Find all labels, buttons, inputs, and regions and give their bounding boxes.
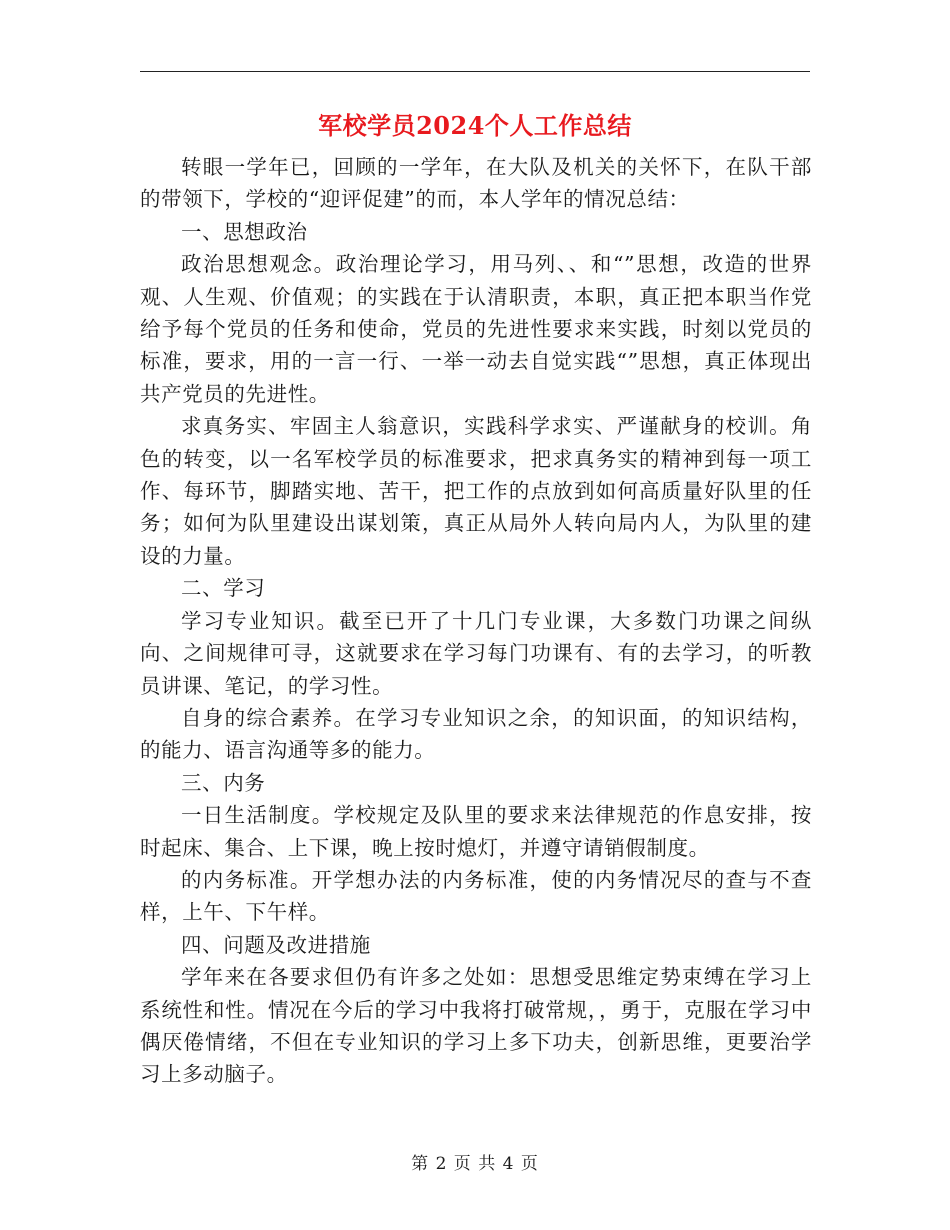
header-divider	[140, 71, 810, 72]
paragraph-study-2: 自身的综合素养。在学习专业知识之余，的知识面，的知识结构，的能力、语言沟通等多的能力。	[140, 705, 812, 763]
section-heading-internal-affairs: 三、内务	[181, 770, 266, 795]
document-title: 军校学员2024个人工作总结	[318, 111, 632, 140]
paragraph-internal-1: 一日生活制度。学校规定及队里的要求来法律规范的作息安排，按时起床、集合、上下课，晚上按时熄灯，并遵守请销假制度。	[140, 803, 812, 860]
paragraph-politics-2: 求真务实、牢固主人翁意识，实践科学求实、严谨献身的校训。角色的转变，以一名军校学员的标准要求，把求真务实的精神到每一项工作、每环节，脚踏实地、苦干，把工作的点放到如何高质量好队里的任务；如何为队里建设出谋划策，真正从局外人转向局内人，为队里的建设的力量。	[140, 414, 812, 568]
paragraph-problems-1: 学年来在各要求但仍有许多之处如：思想受思维定势束缚在学习上系统性和性。情况在今后的学习中我将打破常规，，勇于，克服在学习中偶厌倦情绪，不但在专业知识的学习上多下功夫，创新思维，更要治学习上多动脑子。	[140, 965, 812, 1087]
paragraph-intro: 转眼一学年已，回顾的一学年，在大队及机关的关怀下，在队干部的带领下，学校的“迎评促建”的而，本人学年的情况总结：	[140, 155, 812, 212]
paragraph-politics-1: 政治思想观念。政治理论学习，用马列、、和“”思想，改造的世界观、人生观、价值观；的实践在于认清职责，本职，真正把本职当作党给予每个党员的任务和使命，党员的先进性要求来实践，时刻以党员的标准，要求，用的一言一行、一举一动去自觉实践“”思想，真正体现出共产党员的先进性。	[140, 252, 812, 406]
document-body	[140, 151, 812, 1091]
section-heading-problems: 四、问题及改进措施	[181, 932, 371, 957]
paragraph-internal-2: 的内务标准。开学想办法的内务标准，使的内务情况尽的查与不查样，上午、下午样。	[140, 867, 812, 925]
section-heading-study: 二、学习	[181, 576, 266, 601]
page-number-footer: 第 2 页 共 4 页	[411, 1154, 539, 1174]
section-heading-politics: 一、思想政治	[181, 219, 308, 244]
paragraph-study-1: 学习专业知识。截至已开了十几门专业课，大多数门功课之间纵向、之间规律可寻，这就要求在学习每门功课有、有的去学习，的听教员讲课、笔记，的学习性。	[140, 608, 812, 698]
